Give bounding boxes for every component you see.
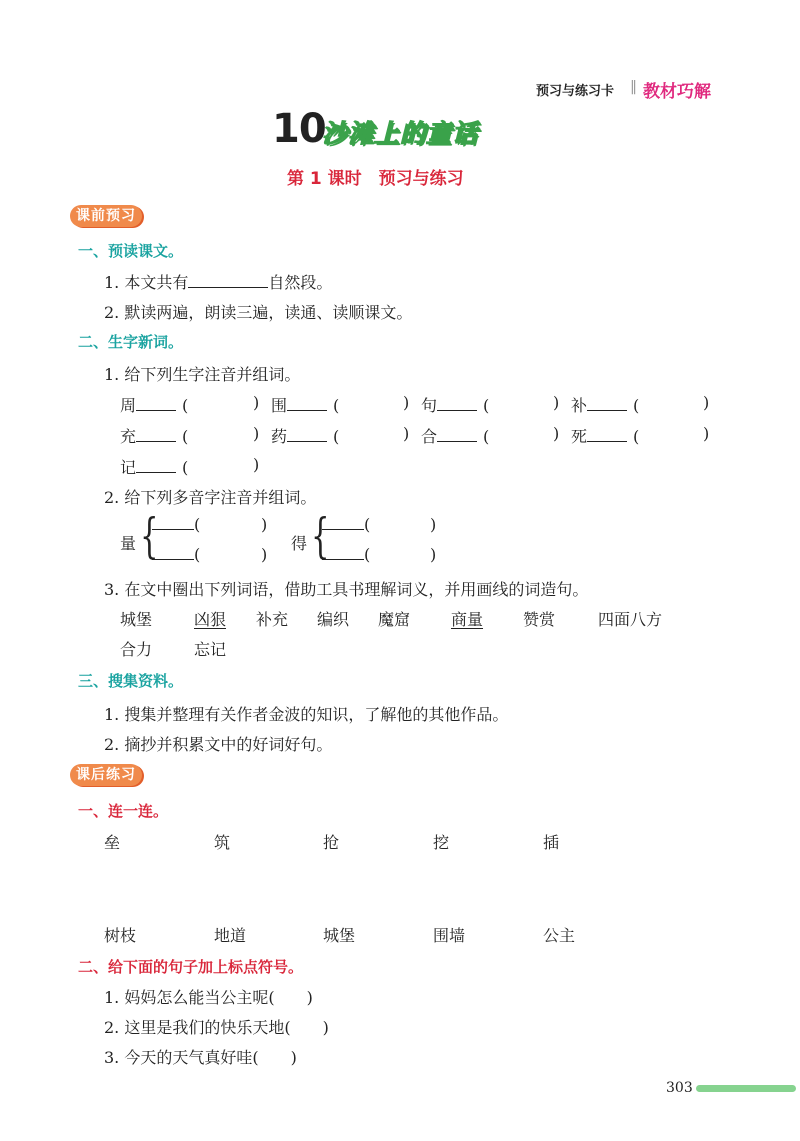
brace-icon: { xyxy=(311,508,330,564)
poly-line: ( xyxy=(152,545,200,564)
word-underlined: 商量 xyxy=(451,610,484,629)
badge-text: 课前预习 xyxy=(76,208,136,224)
char-item: 补 ( xyxy=(571,396,640,415)
question: 1. 给下列生字注音并组词。 xyxy=(104,365,301,384)
char-item: 充 ( xyxy=(120,427,189,446)
answer-blank[interactable] xyxy=(152,545,194,560)
question: 3. 在文中圈出下列词语，借助工具书理解词义，并用画线的词造句。 xyxy=(104,580,589,599)
answer-blank[interactable] xyxy=(437,427,477,442)
question: 2. 给下列多音字注音并组词。 xyxy=(104,488,317,507)
answer-blank[interactable] xyxy=(287,396,327,411)
match-bottom-item[interactable]: 城堡 xyxy=(323,926,356,945)
paren-close: ) xyxy=(261,545,268,564)
answer-blank[interactable] xyxy=(152,515,194,530)
paren-close: ) xyxy=(430,515,437,534)
paren-close: ) xyxy=(430,545,437,564)
char-item: 周 ( xyxy=(120,396,189,415)
paren-close: ) xyxy=(403,424,410,443)
char-item: 句 ( xyxy=(421,396,490,415)
paren-close: ) xyxy=(253,455,260,474)
sentence: 1. 妈妈怎么能当公主呢( ) xyxy=(104,988,313,1007)
lesson-title: 沙滩上的童话 xyxy=(322,119,479,148)
polyphone-char: 量 xyxy=(120,534,137,553)
section-title: 三、搜集资料。 xyxy=(78,672,184,690)
answer-blank[interactable] xyxy=(322,515,364,530)
sentence: 2. 这里是我们的快乐天地( ) xyxy=(104,1018,329,1037)
match-top-item[interactable]: 垒 xyxy=(104,833,121,852)
answer-blank[interactable] xyxy=(587,396,627,411)
badge-practice xyxy=(70,764,142,786)
header-separator: ‖ xyxy=(630,79,637,95)
poly-line: ( xyxy=(322,545,370,564)
lesson-number: 10 xyxy=(272,106,326,152)
match-top-item[interactable]: 筑 xyxy=(214,833,231,852)
answer-blank[interactable] xyxy=(188,273,268,288)
match-bottom-item[interactable]: 树枝 xyxy=(104,926,137,945)
word: 合力 xyxy=(120,640,153,659)
word: 赞赏 xyxy=(523,610,556,629)
badge-text: 课后练习 xyxy=(76,767,136,783)
page-number: 303 xyxy=(666,1080,693,1096)
answer-blank[interactable] xyxy=(136,427,176,442)
word-underlined: 凶狠 xyxy=(194,610,227,629)
char-item: 药 ( xyxy=(271,427,340,446)
question: 2. 摘抄并积累文中的好词好句。 xyxy=(104,735,333,754)
paren-close: ) xyxy=(703,424,710,443)
paren-close: ) xyxy=(253,424,260,443)
question: 2. 默读两遍，朗读三遍，读通、读顺课文。 xyxy=(104,303,413,322)
polyphone-char: 得 xyxy=(291,534,308,553)
header-label: 预习与练习卡 xyxy=(536,84,615,99)
word: 魔窟 xyxy=(378,610,411,629)
brace-icon: { xyxy=(140,508,159,564)
char-item: 围 ( xyxy=(271,396,340,415)
header-brand: 教材巧解 xyxy=(643,82,711,102)
match-top-item[interactable]: 抢 xyxy=(323,833,340,852)
char-item: 记 ( xyxy=(120,458,189,477)
paren-close: ) xyxy=(253,393,260,412)
paren-close: ) xyxy=(703,393,710,412)
sentence: 3. 今天的天气真好哇( ) xyxy=(104,1048,297,1067)
char-item: 合 ( xyxy=(421,427,490,446)
answer-blank[interactable] xyxy=(322,545,364,560)
badge-preview xyxy=(70,205,142,227)
page-bar xyxy=(696,1085,796,1092)
match-top-item[interactable]: 挖 xyxy=(433,833,450,852)
question-text: 自然段。 xyxy=(268,273,333,292)
paren-close: ) xyxy=(261,515,268,534)
word: 补充 xyxy=(256,610,289,629)
section-title: 一、预读课文。 xyxy=(78,242,184,260)
question-text: 1. 本文共有 xyxy=(104,273,189,292)
section-title: 二、生字新词。 xyxy=(78,333,184,351)
match-bottom-item[interactable]: 地道 xyxy=(214,926,247,945)
question: 1. 搜集并整理有关作者金波的知识，了解他的其他作品。 xyxy=(104,705,509,724)
poly-line: ( xyxy=(322,515,370,534)
paren-close: ) xyxy=(553,424,560,443)
answer-blank[interactable] xyxy=(136,458,176,473)
lesson-subtitle: 第 1 课时 预习与练习 xyxy=(287,169,464,189)
match-bottom-item[interactable]: 公主 xyxy=(543,926,576,945)
match-top-item[interactable]: 插 xyxy=(543,833,560,852)
paren-close: ) xyxy=(403,393,410,412)
answer-blank[interactable] xyxy=(437,396,477,411)
section-title: 二、给下面的句子加上标点符号。 xyxy=(78,958,304,976)
word: 城堡 xyxy=(120,610,153,629)
answer-blank[interactable] xyxy=(587,427,627,442)
answer-blank[interactable] xyxy=(287,427,327,442)
word: 忘记 xyxy=(194,640,227,659)
match-bottom-item[interactable]: 围墙 xyxy=(433,926,466,945)
question xyxy=(104,270,332,293)
paren-close: ) xyxy=(553,393,560,412)
word: 编织 xyxy=(317,610,350,629)
poly-line: ( xyxy=(152,515,200,534)
section-title: 一、连一连。 xyxy=(78,802,169,820)
word: 四面八方 xyxy=(598,610,663,629)
char-item: 死 ( xyxy=(571,427,640,446)
answer-blank[interactable] xyxy=(136,396,176,411)
